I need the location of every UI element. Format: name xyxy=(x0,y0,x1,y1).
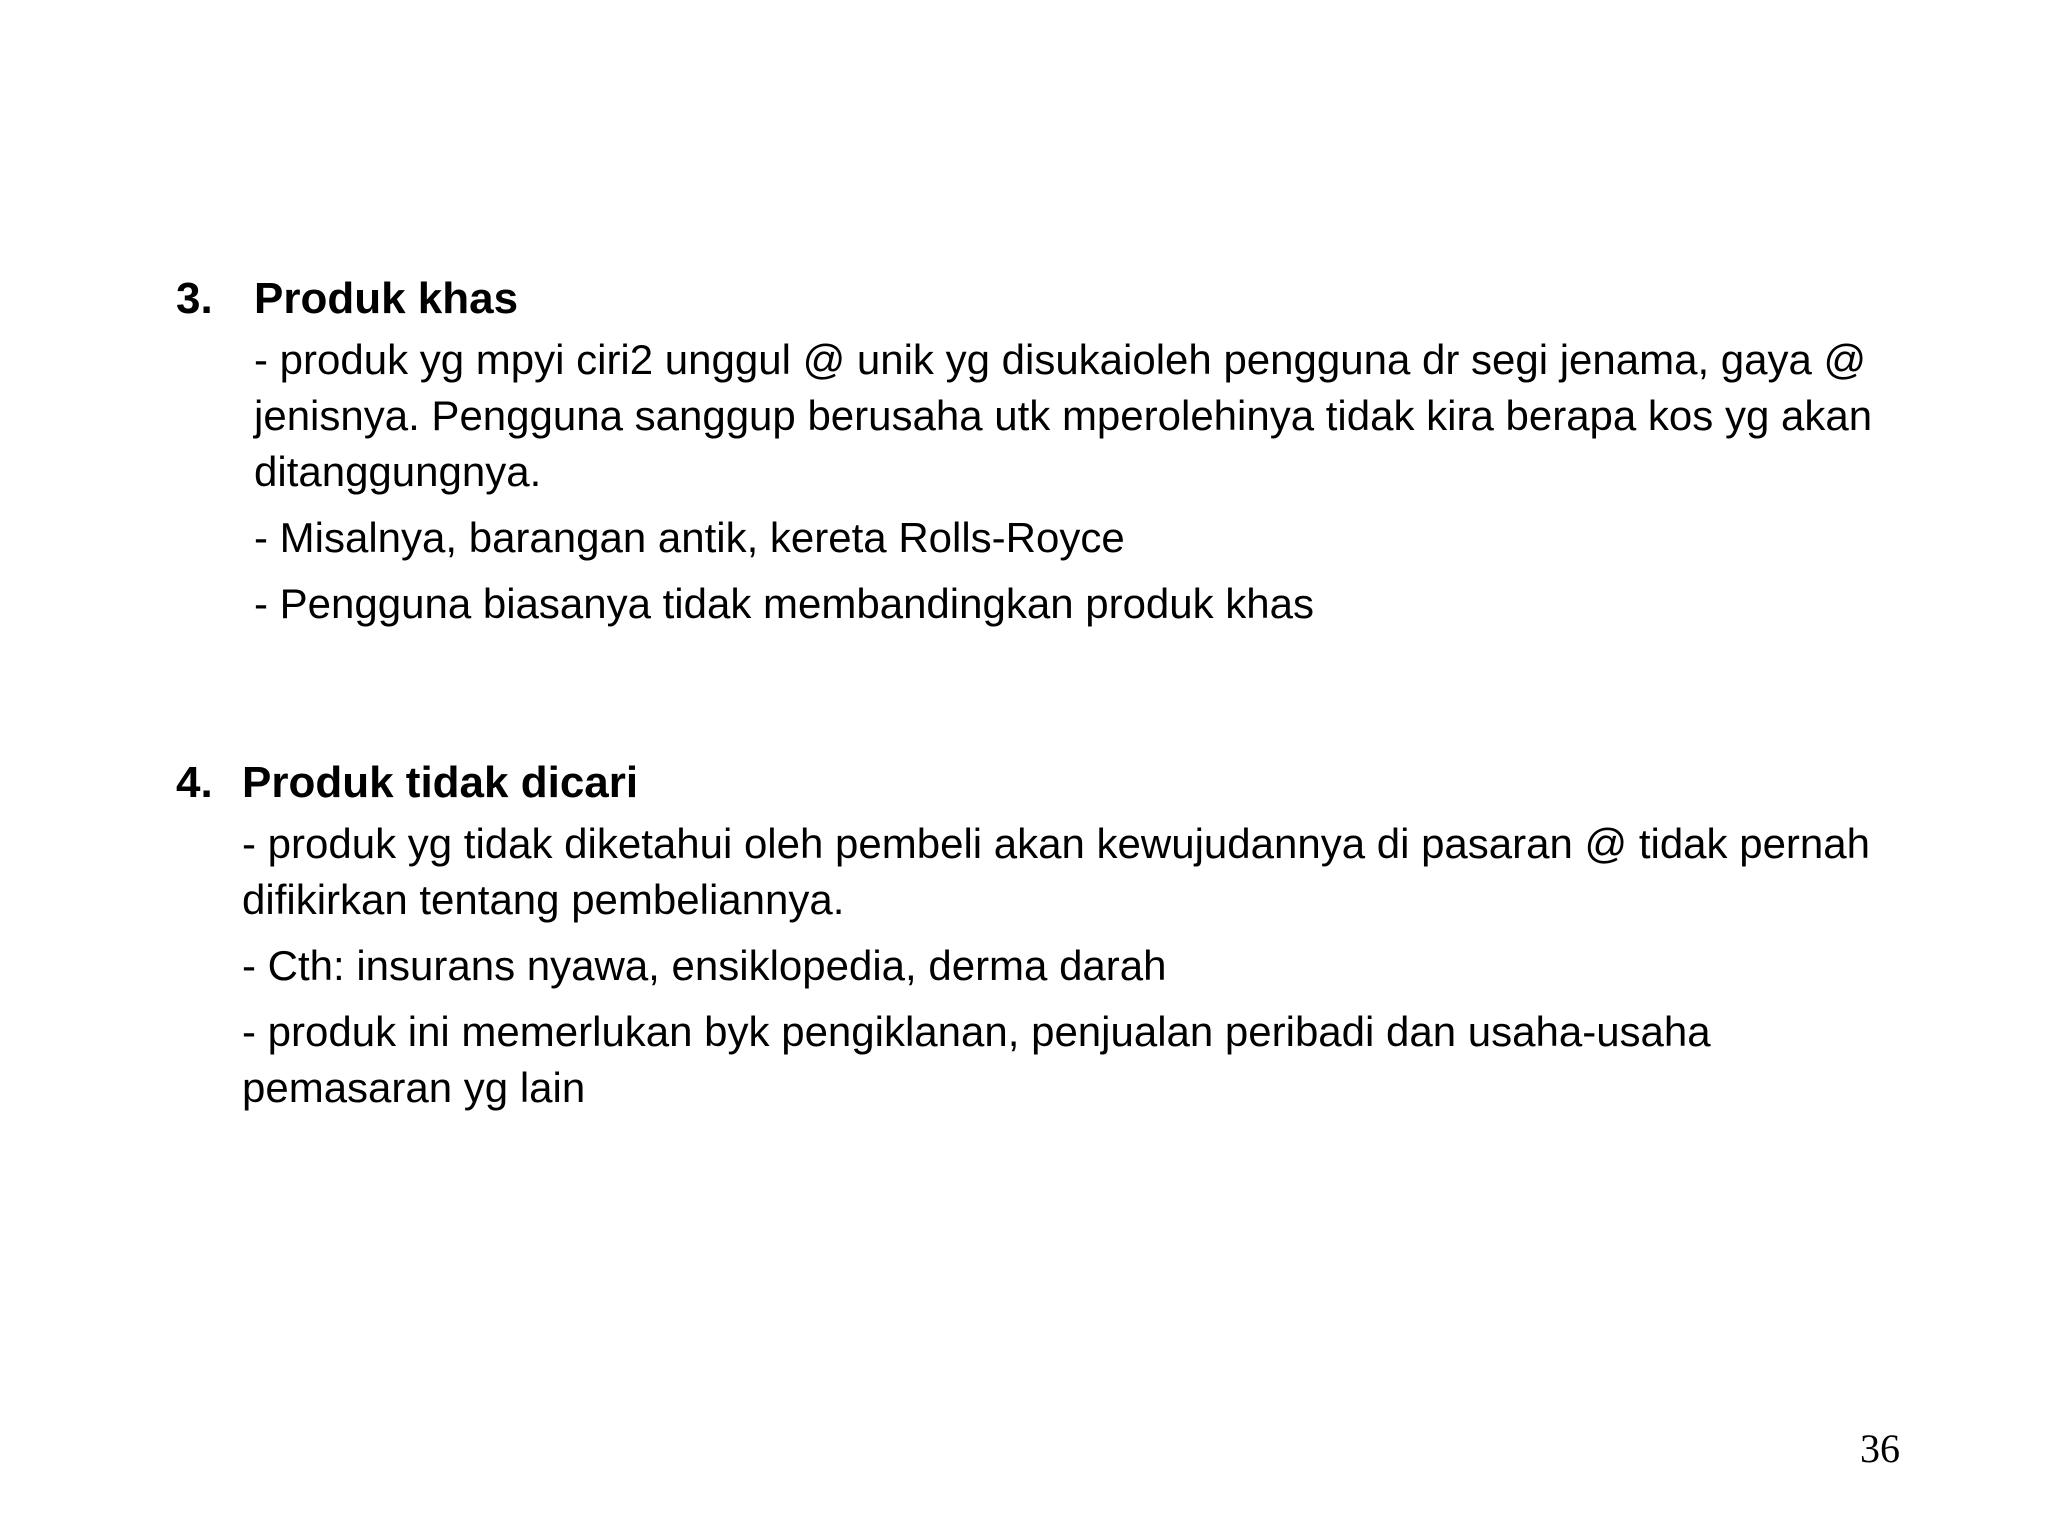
bullet-list xyxy=(242,816,1896,1116)
section-heading xyxy=(176,268,1896,330)
bullet-item: - produk yg tidak diketahui oleh pembeli akan kewujudannya di pasaran @ tidak pernah difikirkan tentang pembeliannya. xyxy=(242,820,1870,923)
bullet-item: - produk yg mpyi ciri2 unggul @ unik yg disukaioleh pengguna dr segi jenama, gaya @ jenisnya. Pengguna sanggup berusaha utk mperolehinya tidak kira berapa kos yg akan ditanggungnya. xyxy=(254,336,1873,495)
bullet-item: - Misalnya, barangan antik, kereta Rolls-Royce xyxy=(254,514,1125,561)
bullet-list xyxy=(254,332,1896,632)
section-title: Produk tidak dicari xyxy=(242,758,639,807)
section-produk-khas xyxy=(176,268,1896,642)
section-produk-tidak-dicari xyxy=(176,752,1896,1126)
section-heading xyxy=(176,752,1896,814)
page-number: 36 xyxy=(1860,1426,1900,1471)
section-number: 4. xyxy=(176,758,213,807)
bullet-item: - Pengguna biasanya tidak membandingkan produk khas xyxy=(254,580,1315,627)
section-number: 3. xyxy=(176,274,213,323)
bullet-item: - produk ini memerlukan byk pengiklanan, penjualan peribadi dan usaha-usaha pemasaran yg lain xyxy=(242,1008,1711,1111)
bullet-item: - Cth: insurans nyawa, ensiklopedia, derma darah xyxy=(242,942,1167,989)
section-title: Produk khas xyxy=(254,274,519,323)
